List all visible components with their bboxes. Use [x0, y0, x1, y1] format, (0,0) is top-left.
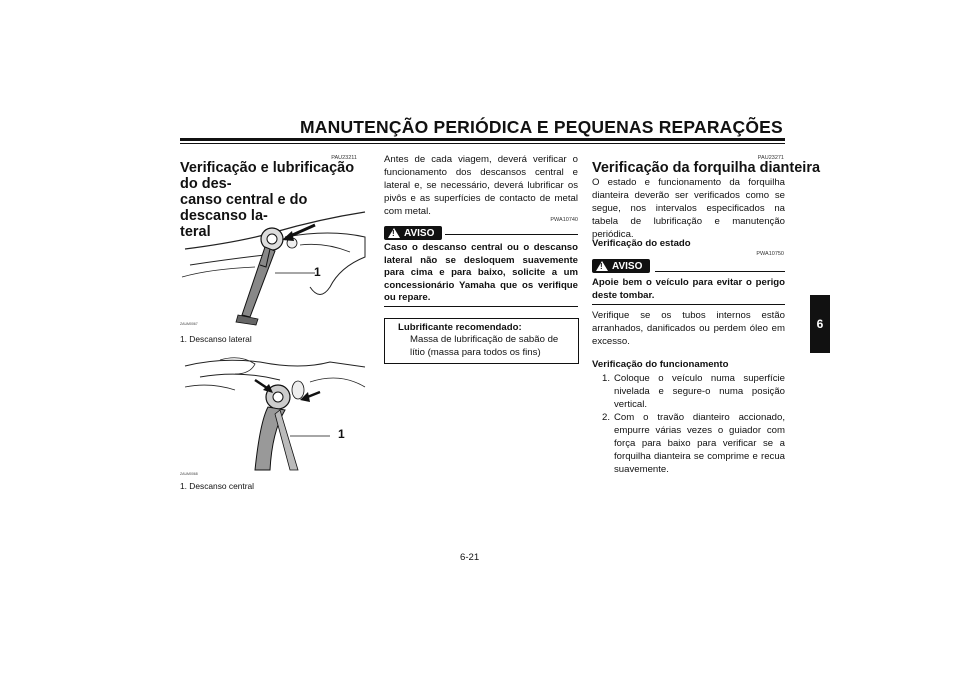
centerstand-illustration — [180, 352, 370, 477]
figure-code: ZAUM0067 — [180, 322, 198, 326]
page-number: 6-21 — [460, 552, 480, 563]
page-title: MANUTENÇÃO PERIÓDICA E PEQUENAS REPARAÇÕES — [300, 117, 783, 137]
warning-end-rule — [592, 304, 785, 305]
list-item: 1. Coloque o veículo numa superfície nivelada e segure-o numa posição vertical. — [602, 373, 785, 410]
warning-badge — [384, 226, 442, 240]
section-heading: Verificação da forquilha dianteira — [592, 160, 821, 176]
check-paragraph: Verifique se os tubos internos estão arranhados, danificados ou perdem óleo em excesso. — [592, 310, 785, 347]
warning-rule — [655, 271, 785, 272]
warning-label: AVISO — [612, 260, 643, 272]
header-rule-thick — [180, 138, 785, 141]
warning-icon — [596, 261, 608, 271]
section-code: PAU23211 — [331, 155, 357, 161]
intro-paragraph: O estado e funcionamento da forquilha dianteira deverão ser verificados como se segue, nos intervalos especificados na tabela de lubrificação e manutenção periódica. — [592, 177, 785, 240]
warning-label: AVISO — [404, 227, 435, 239]
lubricant-title: Lubrificante recomendado: — [398, 322, 522, 333]
figure-code: ZAUM0068 — [180, 472, 198, 476]
heading-line: teral — [180, 224, 211, 240]
subheading: Verificação do estado — [592, 238, 691, 249]
heading-line: Verificação e lubrificação do des- — [180, 160, 355, 192]
lubricant-box — [384, 318, 579, 364]
lubricant-text: Massa de lubrificação de sabão de lítio (massa para todos os fins) — [410, 334, 559, 358]
subheading: Verificação do funcionamento — [592, 359, 729, 370]
figure-caption: 1. Descanso lateral — [180, 334, 252, 344]
figure-callout: 1 — [314, 265, 321, 279]
chapter-tab: 6 — [810, 295, 830, 353]
warning-text: Caso o descanso central ou o descanso lateral não se desloquem suavemente para cima e para baixo, solicite a um concessionário Yamaha que os verifique ou repare. — [384, 242, 578, 303]
section-code: PAU23271 — [757, 155, 784, 161]
list-item: 2. Com o travão dianteiro accionado, empurre várias vezes o guiador com força para baixo para verificar se a forquilha dianteira se comprime e recua suavemente. — [602, 412, 785, 475]
warning-text: Apoie bem o veículo para evitar o perigo deste tombar. — [592, 277, 785, 301]
header-rule-thin — [180, 143, 785, 144]
figure-caption: 1. Descanso central — [180, 481, 255, 491]
steps-list — [592, 372, 785, 476]
intro-paragraph: Antes de cada viagem, deverá verificar o funcionamento dos descansos central e lateral e, se necessário, deverá lubrificar os pivôs e as superfícies de contacto de metal com metal. — [384, 154, 578, 217]
warning-badge — [592, 259, 650, 273]
warning-rule — [445, 234, 578, 235]
warning-end-rule — [384, 306, 578, 307]
figure-callout: 1 — [338, 427, 345, 441]
warning-code: PWA10750 — [756, 251, 784, 257]
warning-code: PWA10740 — [550, 217, 578, 223]
heading-line: canso central e do descanso la- — [180, 192, 308, 224]
warning-icon — [388, 228, 400, 238]
sidestand-illustration — [180, 207, 370, 330]
